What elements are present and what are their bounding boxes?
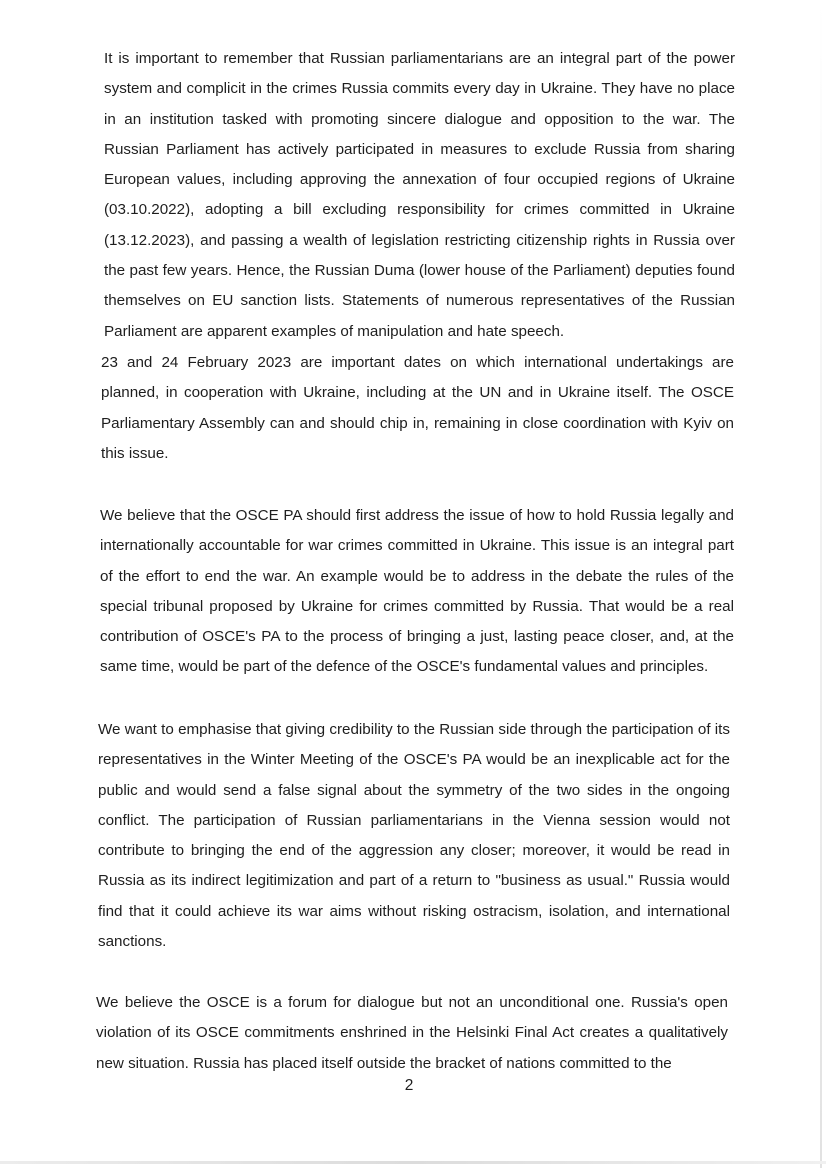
paragraph-accountability: We believe that the OSCE PA should first address the issue of how to hold Russia legally and internationally accountable for war crimes committed in Ukraine. This issue is an integral part of the effort to end the war. An example would be to address in the debate the rules of the special tribunal proposed by Ukraine for crimes committed by Russia. That would be a real contribution of OSCE's PA to the process of bringing a just, lasting peace closer, and, at the same time, would be part of the defence of the OSCE's fundamental values and principles. bbox=[100, 507, 734, 676]
page-number: 2 bbox=[404, 1077, 414, 1094]
paragraph-february-dates: 23 and 24 February 2023 are important dates on which international undertakings are planned, in cooperation with Ukraine, including at the UN and in Ukraine itself. The OSCE Parliamentary Assembly can and should chip in, remaining in close coordination with Kyiv on this issue. bbox=[101, 354, 734, 462]
scan-edge-bottom bbox=[0, 1161, 826, 1164]
paragraph-credibility: We want to emphasise that giving credibility to the Russian side through the participation of its representatives in the Winter Meeting of the OSCE's PA would be an inexplicable act for the public and would send a false signal about the symmetry of the two sides in the ongoing conflict. The participation of Russian parliamentarians in the Vienna session would not contribute to bringing the end of the aggression any closer; moreover, it would be read in Russia as its indirect legitimization and part of a return to "business as usual." Russia would find that it could achieve its war aims without risking ostracism, isolation, and international sanctions. bbox=[98, 721, 730, 951]
paragraph-forum-for-dialogue: We believe the OSCE is a forum for dialogue but not an unconditional one. Russia's open violation of its OSCE commitments enshrined in the Helsinki Final Act creates a qualitatively new situation. Russia has placed itself outside the bracket of nations committed to the bbox=[96, 994, 728, 1072]
paragraph-russian-parliamentarians: It is important to remember that Russian parliamentarians are an integral part of the power system and complicit in the crimes Russia commits every day in Ukraine. They have no place in an institution tasked with promoting sincere dialogue and opposition to the war. The Russian Parliament has actively participated in measures to exclude Russia from sharing European values, including approving the annexation of four occupied regions of Ukraine (03.10.2022), adopting a bill excluding responsibility for crimes committed in Ukraine (13.12.2023), and passing a wealth of legislation restricting citizenship rights in Russia over the past few years. Hence, the Russian Duma (lower house of the Parliament) deputies found themselves on EU sanction lists. Statements of numerous representatives of the Russian Parliament are apparent examples of manipulation and hate speech. bbox=[104, 50, 735, 340]
scan-edge-right bbox=[820, 0, 822, 1168]
